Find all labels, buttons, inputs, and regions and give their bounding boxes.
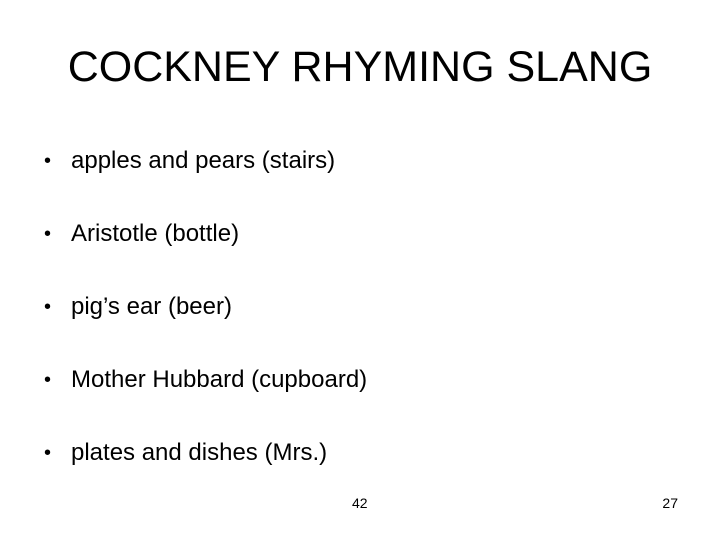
bullet-list xyxy=(44,124,367,489)
bullet-item xyxy=(44,124,367,197)
bullet-item xyxy=(44,197,367,270)
bullet-text: apples and pears (stairs) xyxy=(71,146,336,174)
slide-title: COCKNEY RHYMING SLANG xyxy=(67,43,653,91)
bullet-item xyxy=(44,416,367,489)
bullet-text: Aristotle (bottle) xyxy=(71,219,240,247)
bullet-dot-icon: • xyxy=(44,149,52,172)
bullet-text: Mother Hubbard (cupboard) xyxy=(71,365,368,393)
bullet-item xyxy=(44,343,367,416)
bullet-dot-icon: • xyxy=(44,295,52,318)
bullet-text: pig’s ear (beer) xyxy=(71,292,232,320)
footer-left-number: 42 xyxy=(352,495,368,511)
bullet-text: plates and dishes (Mrs.) xyxy=(71,438,328,466)
bullet-dot-icon: • xyxy=(44,368,52,391)
slide-number: 27 xyxy=(662,495,678,511)
bullet-dot-icon: • xyxy=(44,222,52,245)
bullet-dot-icon: • xyxy=(44,441,52,464)
bullet-item xyxy=(44,270,367,343)
